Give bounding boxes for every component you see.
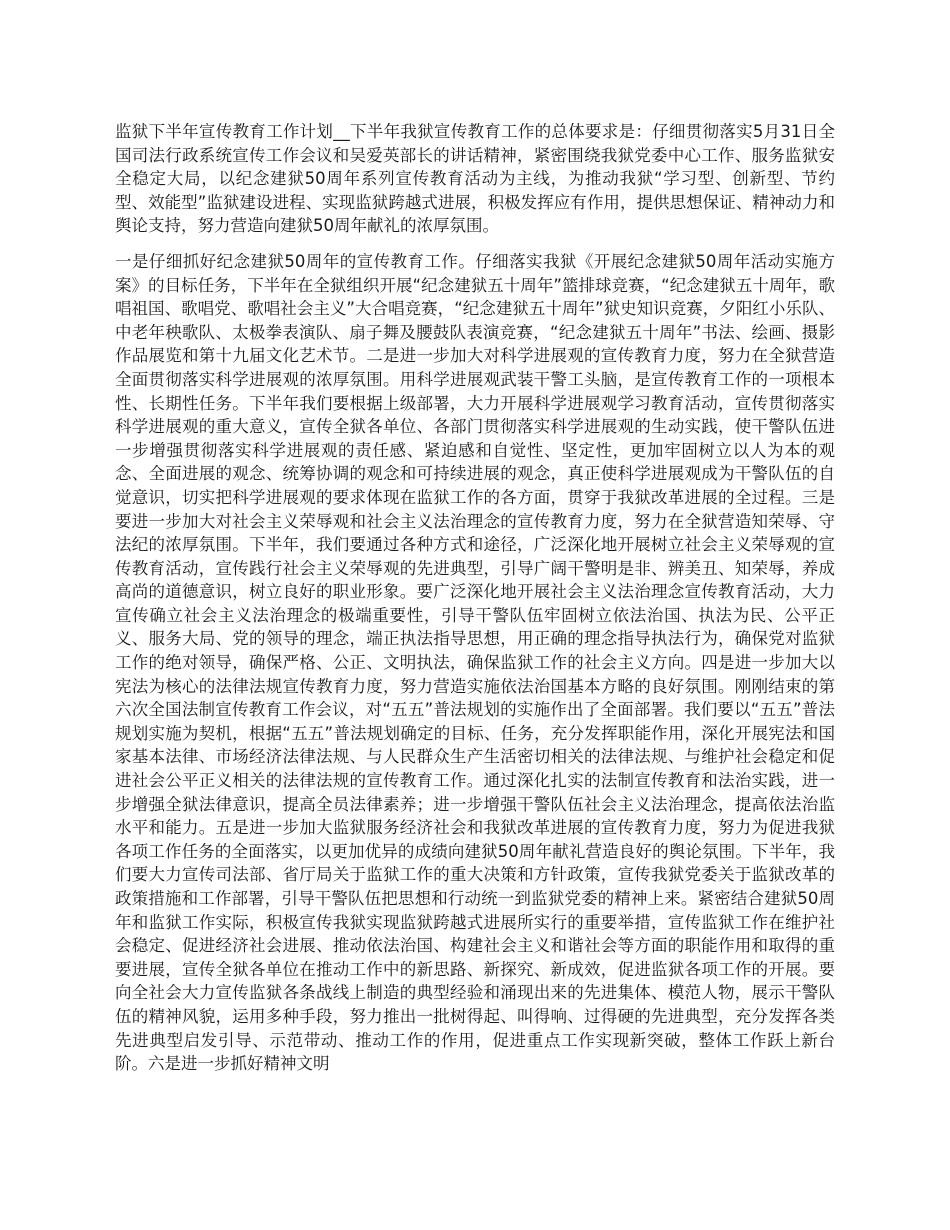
paragraph-main: 一是仔细抓好纪念建狱50周年的宣传教育工作。仔细落实我狱《开展纪念建狱50周年活动实施方案》的目标任务，下半年在全狱组织开展“纪念建狱五十周年”篮排球竞赛，“纪念建狱五十周年，歌唱祖国、歌唱党、歌唱社会主义”大合唱竞赛，“纪念建狱五十周年”狱史知识竞赛，夕阳红小乐队、中老年秧歌队、太极拳表演队、扇子舞及腰鼓队表演竞赛，“纪念建狱五十周年”书法、绘画、摄影作品展览和第十九届文化艺术节。二是进一步加大对科学进展观的宣传教育力度，努力在全狱营造全面贯彻落实科学进展观的浓厚氛围。用科学进展观武装干警工头脑，是宣传教育工作的一项根本性、长期性任务。下半年我们要根据上级部署，大力开展科学进展观学习教育活动，宣传贯彻落实科学进展观的重大意义，宣传全狱各单位、各部门贯彻落实科学进展观的生动实践，使干警队伍进一步增强贯彻落实科学进展观的责任感、紧迫感和自觉性、坚定性，更加牢固树立以人为本的观念、全面进展的观念、统筹协调的观念和可持续进展的观念，真正使科学进展观成为干警队伍的自觉意识，切实把科学进展观的要求体现在监狱工作的各方面，贯穿于我狱改革进展的全过程。三是要进一步加大对社会主义荣辱观和社会主义法治理念的宣传教育力度，努力在全狱营造知荣辱、守法纪的浓厚氛围。下半年，我们要通过各种方式和途径，广泛深化地开展树立社会主义荣辱观的宣传教育活动，宣传践行社会主义荣辱观的先进典型，引导广阔干警明是非、辨美丑、知荣辱，养成高尚的道德意识，树立良好的职业形象。要广泛深化地开展社会主义法治理念宣传教育活动，大力宣传确立社会主义法治理念的极端重要性，引导干警队伍牢固树立依法治国、执法为民、公平正义、服务大局、党的领导的理念，端正执法指导思想，用正确的理念指导执法行为，确保党对监狱工作的绝对领导，确保严格、公正、文明执法，确保监狱工作的社会主义方向。四是进一步加大以宪法为核心的法律法规宣传教育力度，努力营造实施依法治国基本方略的良好氛围。刚刚结束的第六次全国法制宣传教育工作会议，对“五五”普法规划的实施作出了全面部署。我们要以“五五”普法规划实施为契机，根据“五五”普法规划确定的目标、任务，充分发挥职能作用，深化开展宪法和国家基本法律、市场经济法律法规、与人民群众生产生活密切相关的法律法规、与维护社会稳定和促进社会公平正义相关的法律法规的宣传教育工作。通过深化扎实的法制宣传教育和法治实践，进一步增强全狱法律意识，提高全员法律素养；进一步增强干警队伍社会主义法治理念，提高依法治监水平和能力。五是进一步加大监狱服务经济社会和我狱改革进展的宣传教育力度，努力为促进我狱各项工作任务的全面落实，以更加优异的成绩向建狱50周年献礼营造良好的舆论氛围。下半年，我们要大力宣传司法部、省厅局关于监狱工作的重大决策和方针政策，宣传我狱党委关于监狱改革的政策措施和工作部署，引导干警队伍把思想和行动统一到监狱党委的精神上来。紧密结合建狱50周年和监狱工作实际，积极宣传我狱实现监狱跨越式进展所实行的重要举措，宣传监狱工作在维护社会稳定、促进经济社会进展、推动依法治国、构建社会主义和谐社会等方面的职能作用和取得的重要进展，宣传全狱各单位在推动工作中的新思路、新探究、新成效，促进监狱各项工作的开展。要向全社会大力宣传监狱各条战线上制造的典型经验和涌现出来的先进集体、模范人物，展示干警队伍的精神风貌，运用多种手段，努力推出一批树得起、叫得响、过得硬的先进典型，充分发挥各类先进典型启发引导、示范带动、推动工作的作用，促进重点工作实现新突破，整体工作跃上新台阶。六是进一步抓好精神文明 <box>115 251 835 1074</box>
document-body <box>115 120 835 1200</box>
paragraph-intro: 监狱下半年宣传教育工作计划__下半年我狱宣传教育工作的总体要求是：仔细贯彻落实5月31日全国司法行政系统宣传工作会议和吴爱英部长的讲话精神，紧密围绕我狱党委中心工作、服务监狱安全稳定大局，以纪念建狱50周年系列宣传教育活动为主线，为推动我狱“学习型、创新型、节约型、效能型”监狱建设进程、实现监狱跨越式进展，积极发挥应有作用，提供思想保证、精神动力和舆论支持，努力营造向建狱50周年献礼的浓厚氛围。 <box>115 122 835 236</box>
